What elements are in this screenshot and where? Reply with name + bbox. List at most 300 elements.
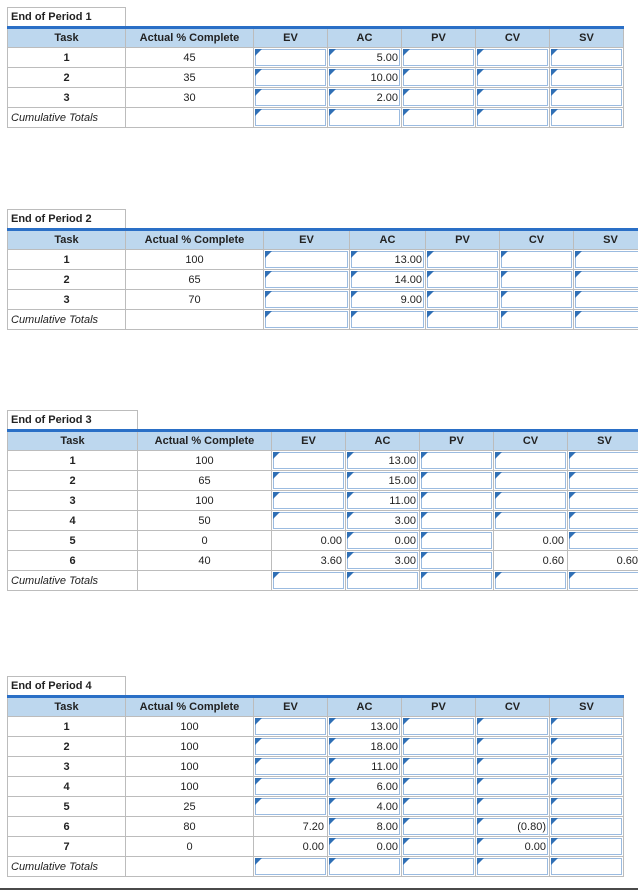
ac-value: 2.00 — [376, 91, 398, 104]
ac-input[interactable] — [328, 817, 402, 837]
pv-input[interactable] — [420, 511, 494, 531]
input-box[interactable] — [477, 69, 548, 86]
pv-input[interactable] — [426, 250, 500, 270]
input-box[interactable] — [575, 311, 638, 328]
title-filler — [272, 411, 346, 431]
table-row — [8, 48, 624, 68]
input-box[interactable] — [575, 271, 638, 288]
ac-value: 11.00 — [371, 760, 398, 773]
table-row — [8, 491, 638, 511]
pv-input[interactable] — [420, 551, 494, 571]
input-box[interactable] — [351, 311, 424, 328]
header-cv: CV — [494, 431, 568, 451]
pv-input[interactable] — [402, 777, 476, 797]
pv-input[interactable] — [420, 491, 494, 511]
cumulative-pv-input[interactable] — [402, 857, 476, 877]
percent-complete: 100 — [138, 451, 272, 471]
dropdown-marker-icon — [569, 532, 576, 539]
dropdown-marker-icon — [329, 778, 336, 785]
input-box[interactable] — [495, 472, 566, 489]
header-task: Task — [8, 431, 138, 451]
ev-input[interactable] — [272, 451, 346, 471]
input-box[interactable] — [403, 49, 474, 66]
input-box[interactable] — [551, 89, 622, 106]
dropdown-marker-icon — [329, 758, 336, 765]
pv-input[interactable] — [402, 797, 476, 817]
percent-complete: 100 — [126, 757, 254, 777]
sv-input[interactable] — [550, 737, 624, 757]
cumulative-pct-blank — [138, 571, 272, 591]
column-header-row — [8, 230, 638, 250]
dropdown-marker-icon — [329, 838, 336, 845]
pv-input[interactable] — [402, 68, 476, 88]
ac-input[interactable] — [350, 250, 426, 270]
cv-text: 0.60 — [542, 554, 564, 567]
ac-input[interactable] — [346, 471, 420, 491]
input-box[interactable] — [403, 778, 474, 795]
ac-input[interactable] — [328, 717, 402, 737]
dropdown-marker-icon — [551, 69, 558, 76]
ac-value: 18.00 — [370, 740, 398, 753]
task-id: 3 — [8, 757, 126, 777]
cumulative-ev-input[interactable] — [272, 571, 346, 591]
ev-value — [254, 837, 328, 857]
input-box[interactable] — [255, 778, 326, 795]
input-box[interactable] — [569, 472, 638, 489]
sv-input[interactable] — [568, 531, 638, 551]
dropdown-marker-icon — [477, 858, 484, 865]
input-box[interactable] — [403, 818, 474, 835]
ev-input[interactable] — [272, 491, 346, 511]
input-box[interactable] — [255, 738, 326, 755]
input-box[interactable] — [551, 778, 622, 795]
cumulative-pv-input[interactable] — [426, 310, 500, 330]
cumulative-ev-input[interactable] — [254, 857, 328, 877]
dropdown-marker-icon — [427, 271, 434, 278]
input-box[interactable] — [255, 858, 326, 875]
cv-input[interactable] — [476, 68, 550, 88]
header-pv: PV — [402, 697, 476, 717]
sv-input[interactable] — [550, 837, 624, 857]
column-header-row — [8, 28, 624, 48]
title-filler — [568, 411, 638, 431]
input-box[interactable] — [477, 49, 548, 66]
input-box[interactable] — [421, 452, 492, 469]
ac-input[interactable] — [346, 451, 420, 471]
cumulative-row — [8, 571, 638, 591]
ac-input[interactable] — [346, 531, 420, 551]
table-row — [8, 817, 624, 837]
dropdown-marker-icon — [265, 271, 272, 278]
input-box[interactable] — [421, 512, 492, 529]
pv-input[interactable] — [402, 737, 476, 757]
dropdown-marker-icon — [329, 818, 336, 825]
ac-value: 13.00 — [388, 454, 416, 467]
dropdown-marker-icon — [477, 718, 484, 725]
input-box[interactable] — [273, 512, 344, 529]
input-box[interactable] — [569, 452, 638, 469]
dropdown-marker-icon — [255, 49, 262, 56]
ac-input[interactable] — [350, 290, 426, 310]
table-row — [8, 451, 638, 471]
input-box[interactable] — [495, 572, 566, 589]
percent-complete: 25 — [126, 797, 254, 817]
cv-input[interactable] — [476, 88, 550, 108]
input-box[interactable] — [477, 89, 548, 106]
pv-input[interactable] — [402, 817, 476, 837]
input-box[interactable] — [273, 472, 344, 489]
input-box[interactable] — [477, 109, 548, 126]
input-box[interactable] — [403, 798, 474, 815]
sv-input[interactable] — [574, 270, 638, 290]
input-box[interactable] — [255, 758, 326, 775]
cv-value — [494, 551, 568, 571]
input-box[interactable] — [255, 798, 326, 815]
cv-input[interactable] — [494, 511, 568, 531]
ac-input[interactable] — [328, 737, 402, 757]
title-filler — [264, 210, 350, 230]
sv-input[interactable] — [550, 48, 624, 68]
cumulative-cv-input[interactable] — [500, 310, 574, 330]
ac-input[interactable] — [328, 777, 402, 797]
title-filler — [402, 8, 476, 28]
input-box[interactable] — [265, 271, 348, 288]
dropdown-marker-icon — [403, 89, 410, 96]
task-id: 3 — [8, 88, 126, 108]
dropdown-marker-icon — [501, 251, 508, 258]
dropdown-marker-icon — [347, 532, 354, 539]
ac-input[interactable] — [328, 797, 402, 817]
task-id: 1 — [8, 48, 126, 68]
header-task: Task — [8, 230, 126, 250]
cv-input[interactable] — [494, 491, 568, 511]
input-box[interactable] — [477, 858, 548, 875]
input-box[interactable] — [265, 251, 348, 268]
input-box[interactable] — [551, 838, 622, 855]
cv-value: (0.80) — [517, 820, 546, 833]
cv-input[interactable] — [476, 48, 550, 68]
pv-input[interactable] — [420, 451, 494, 471]
ev-input[interactable] — [264, 270, 350, 290]
ev-input[interactable] — [254, 797, 328, 817]
dropdown-marker-icon — [477, 798, 484, 805]
dropdown-marker-icon — [255, 718, 262, 725]
ac-value: 15.00 — [388, 474, 416, 487]
dropdown-marker-icon — [551, 758, 558, 765]
header-ac: AC — [350, 230, 426, 250]
dropdown-marker-icon — [255, 858, 262, 865]
input-box[interactable] — [265, 311, 348, 328]
dropdown-marker-icon — [329, 738, 336, 745]
pv-input[interactable] — [402, 88, 476, 108]
cumulative-ac-input[interactable] — [328, 857, 402, 877]
input-box[interactable] — [427, 311, 498, 328]
input-box[interactable] — [421, 472, 492, 489]
ac-input[interactable] — [346, 511, 420, 531]
period-table — [7, 7, 624, 128]
sv-text: 0.60 — [616, 554, 638, 567]
ev-input[interactable] — [254, 717, 328, 737]
cv-input[interactable] — [476, 817, 550, 837]
cumulative-sv-input[interactable] — [568, 571, 638, 591]
input-box[interactable] — [551, 718, 622, 735]
sv-input[interactable] — [550, 68, 624, 88]
dropdown-marker-icon — [477, 758, 484, 765]
cumulative-pv-input[interactable] — [420, 571, 494, 591]
input-box[interactable] — [265, 291, 348, 308]
sv-input[interactable] — [550, 817, 624, 837]
cv-input[interactable] — [500, 290, 574, 310]
ev-text: 7.20 — [302, 820, 324, 833]
dropdown-marker-icon — [351, 271, 358, 278]
ev-input[interactable] — [254, 757, 328, 777]
ev-input[interactable] — [272, 471, 346, 491]
input-box[interactable] — [403, 109, 474, 126]
dropdown-marker-icon — [403, 109, 410, 116]
input-box[interactable] — [255, 49, 326, 66]
dropdown-marker-icon — [495, 472, 502, 479]
pv-input[interactable] — [426, 270, 500, 290]
cumulative-sv-input[interactable] — [550, 857, 624, 877]
header-cv: CV — [500, 230, 574, 250]
dropdown-marker-icon — [347, 492, 354, 499]
percent-complete: 100 — [126, 777, 254, 797]
ac-input[interactable] — [350, 270, 426, 290]
input-box[interactable] — [403, 718, 474, 735]
cumulative-label: Cumulative Totals — [8, 571, 138, 591]
dropdown-marker-icon — [403, 738, 410, 745]
input-box[interactable] — [501, 291, 572, 308]
task-id: 1 — [8, 451, 138, 471]
cv-input[interactable] — [494, 451, 568, 471]
dropdown-marker-icon — [329, 109, 336, 116]
dropdown-marker-icon — [427, 291, 434, 298]
table-row — [8, 88, 624, 108]
dropdown-marker-icon — [477, 49, 484, 56]
ac-input[interactable] — [328, 88, 402, 108]
input-box[interactable] — [477, 738, 548, 755]
dropdown-marker-icon — [329, 718, 336, 725]
input-box[interactable] — [427, 291, 498, 308]
dropdown-marker-icon — [403, 758, 410, 765]
input-box[interactable] — [403, 89, 474, 106]
title-filler — [254, 8, 328, 28]
pv-input[interactable] — [402, 837, 476, 857]
pv-input[interactable] — [402, 717, 476, 737]
ev-input[interactable] — [264, 290, 350, 310]
input-box[interactable] — [551, 69, 622, 86]
ac-value: 11.00 — [389, 494, 416, 507]
table-row — [8, 511, 638, 531]
dropdown-marker-icon — [421, 552, 428, 559]
cv-input[interactable] — [494, 471, 568, 491]
cumulative-cv-input[interactable] — [494, 571, 568, 591]
dropdown-marker-icon — [551, 718, 558, 725]
cumulative-ev-input[interactable] — [264, 310, 350, 330]
input-box[interactable] — [477, 778, 548, 795]
sv-input[interactable] — [550, 717, 624, 737]
ev-input[interactable] — [254, 777, 328, 797]
dropdown-marker-icon — [551, 838, 558, 845]
pv-input[interactable] — [420, 531, 494, 551]
ac-input[interactable] — [346, 491, 420, 511]
sv-input[interactable] — [550, 757, 624, 777]
ac-input[interactable] — [346, 551, 420, 571]
pv-input[interactable] — [426, 290, 500, 310]
header-ev: EV — [272, 431, 346, 451]
dropdown-marker-icon — [329, 49, 336, 56]
cv-input[interactable] — [476, 717, 550, 737]
input-box[interactable] — [551, 798, 622, 815]
ev-input[interactable] — [264, 250, 350, 270]
input-box[interactable] — [477, 718, 548, 735]
input-box[interactable] — [421, 552, 492, 569]
sv-input[interactable] — [568, 511, 638, 531]
cv-input[interactable] — [476, 777, 550, 797]
cumulative-ac-input[interactable] — [346, 571, 420, 591]
sv-input[interactable] — [568, 471, 638, 491]
table-row — [8, 737, 624, 757]
input-box[interactable] — [421, 532, 492, 549]
pv-input[interactable] — [402, 48, 476, 68]
cv-input[interactable] — [476, 737, 550, 757]
input-box[interactable] — [427, 271, 498, 288]
sv-input[interactable] — [574, 250, 638, 270]
title-filler — [500, 210, 574, 230]
dropdown-marker-icon — [551, 778, 558, 785]
dropdown-marker-icon — [569, 472, 576, 479]
input-box[interactable] — [477, 798, 548, 815]
input-box[interactable] — [255, 89, 326, 106]
ac-input[interactable] — [328, 757, 402, 777]
ev-input[interactable] — [254, 48, 328, 68]
input-box[interactable] — [569, 492, 638, 509]
cv-input[interactable] — [500, 270, 574, 290]
cv-input[interactable] — [500, 250, 574, 270]
cv-input[interactable] — [476, 837, 550, 857]
pv-input[interactable] — [402, 757, 476, 777]
sv-input[interactable] — [568, 451, 638, 471]
cv-input[interactable] — [476, 757, 550, 777]
pv-input[interactable] — [420, 471, 494, 491]
sv-input[interactable] — [568, 491, 638, 511]
header-sv: SV — [568, 431, 638, 451]
cv-input[interactable] — [476, 797, 550, 817]
ac-input[interactable] — [328, 48, 402, 68]
input-box[interactable] — [501, 251, 572, 268]
ev-input[interactable] — [254, 737, 328, 757]
cumulative-ac-input[interactable] — [350, 310, 426, 330]
input-box[interactable] — [495, 492, 566, 509]
input-box[interactable] — [421, 572, 492, 589]
input-box[interactable] — [329, 858, 400, 875]
input-box[interactable] — [329, 109, 400, 126]
sv-input[interactable] — [550, 777, 624, 797]
input-box[interactable] — [273, 492, 344, 509]
input-box[interactable] — [421, 492, 492, 509]
input-box[interactable] — [551, 858, 622, 875]
sv-input[interactable] — [550, 88, 624, 108]
input-box[interactable] — [551, 49, 622, 66]
input-box[interactable] — [569, 532, 638, 549]
ac-value: 3.00 — [394, 554, 416, 567]
cumulative-sv-input[interactable] — [550, 108, 624, 128]
header-pv: PV — [420, 431, 494, 451]
input-box[interactable] — [551, 109, 622, 126]
input-box[interactable] — [575, 251, 638, 268]
ev-input[interactable] — [254, 68, 328, 88]
input-box[interactable] — [255, 109, 326, 126]
ev-input[interactable] — [272, 511, 346, 531]
input-box[interactable] — [569, 512, 638, 529]
cumulative-ac-input[interactable] — [328, 108, 402, 128]
dropdown-marker-icon — [575, 251, 582, 258]
header-cv: CV — [476, 697, 550, 717]
ac-value: 0.00 — [394, 534, 416, 547]
input-box[interactable] — [551, 738, 622, 755]
ac-input[interactable] — [328, 68, 402, 88]
title-filler — [346, 411, 420, 431]
dropdown-marker-icon — [255, 109, 262, 116]
task-id: 3 — [8, 290, 126, 310]
input-box[interactable] — [495, 512, 566, 529]
sv-input[interactable] — [550, 797, 624, 817]
input-box[interactable] — [551, 758, 622, 775]
dropdown-marker-icon — [477, 838, 484, 845]
input-box[interactable] — [501, 271, 572, 288]
input-box[interactable] — [427, 251, 498, 268]
input-box[interactable] — [495, 452, 566, 469]
input-box[interactable] — [551, 818, 622, 835]
dropdown-marker-icon — [403, 858, 410, 865]
cumulative-ev-input[interactable] — [254, 108, 328, 128]
cumulative-pv-input[interactable] — [402, 108, 476, 128]
table-row — [8, 777, 624, 797]
sv-input[interactable] — [574, 290, 638, 310]
input-box[interactable] — [273, 572, 344, 589]
dropdown-marker-icon — [329, 89, 336, 96]
input-box[interactable] — [273, 452, 344, 469]
dropdown-marker-icon — [501, 291, 508, 298]
input-box[interactable] — [403, 738, 474, 755]
cumulative-cv-input[interactable] — [476, 108, 550, 128]
ev-input[interactable] — [254, 88, 328, 108]
input-box[interactable] — [569, 572, 638, 589]
dropdown-marker-icon — [569, 512, 576, 519]
input-box[interactable] — [477, 758, 548, 775]
input-box[interactable] — [255, 718, 326, 735]
cumulative-sv-input[interactable] — [574, 310, 638, 330]
ac-input[interactable] — [328, 837, 402, 857]
dropdown-marker-icon — [477, 89, 484, 96]
ac-value: 4.00 — [376, 800, 398, 813]
input-box[interactable] — [575, 291, 638, 308]
input-box[interactable] — [403, 838, 474, 855]
input-box[interactable] — [255, 69, 326, 86]
task-id: 5 — [8, 531, 138, 551]
input-box[interactable] — [403, 758, 474, 775]
dropdown-marker-icon — [329, 798, 336, 805]
task-id: 5 — [8, 797, 126, 817]
dropdown-marker-icon — [551, 818, 558, 825]
title-filler — [126, 8, 254, 28]
input-box[interactable] — [501, 311, 572, 328]
input-box[interactable] — [347, 572, 418, 589]
input-box[interactable] — [403, 858, 474, 875]
cumulative-cv-input[interactable] — [476, 857, 550, 877]
dropdown-marker-icon — [495, 512, 502, 519]
input-box[interactable] — [403, 69, 474, 86]
